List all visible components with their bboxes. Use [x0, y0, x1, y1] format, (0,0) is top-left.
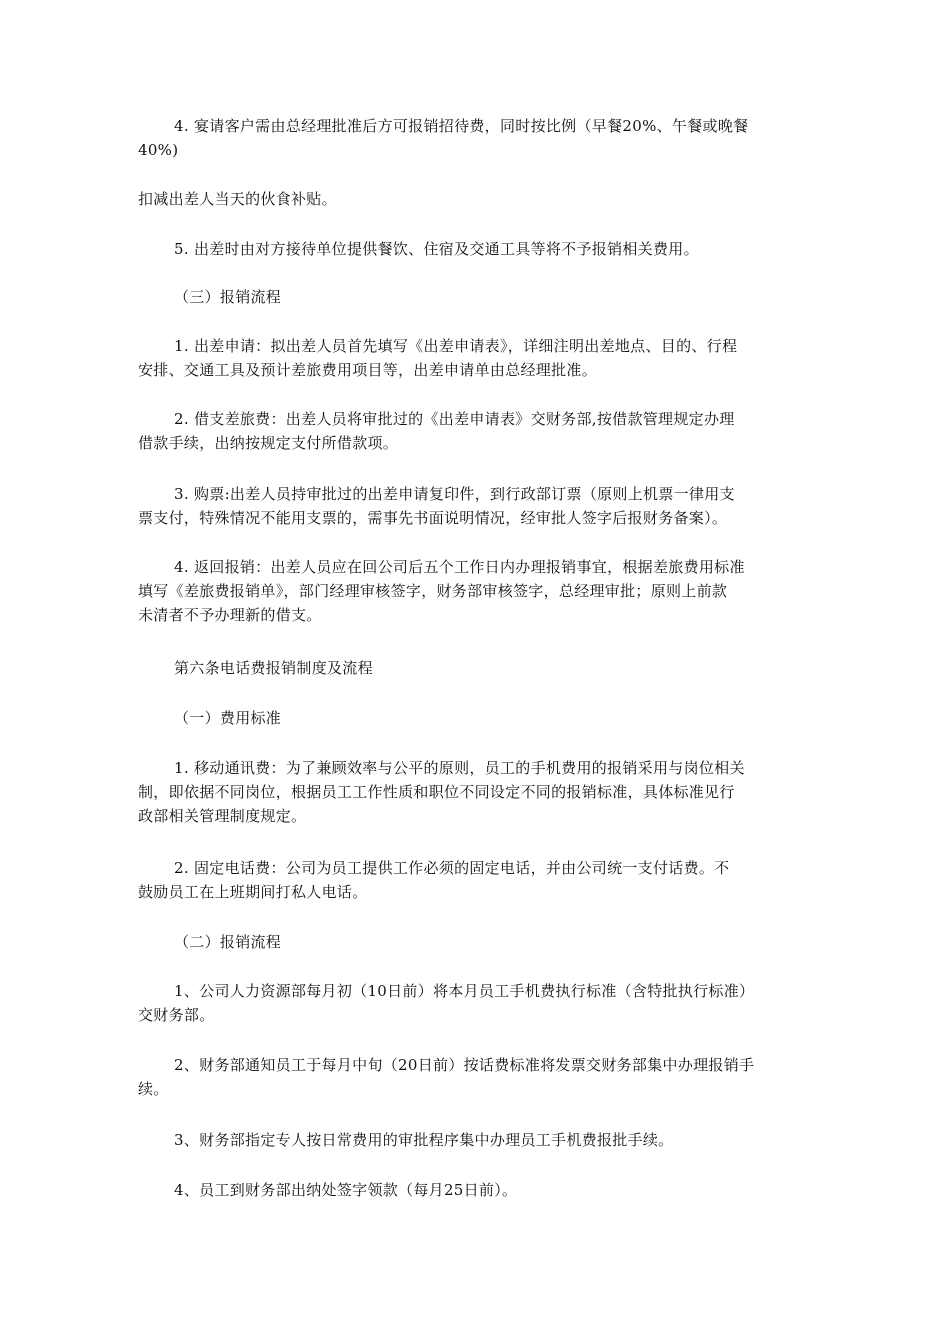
text-line: 填写《差旅费报销单》，部门经理审核签字，财务部审核签字，总经理审批；原则上前款 [138, 582, 728, 600]
paragraph-banquet-rule [138, 114, 814, 162]
text-line: 4. 返回报销：出差人员应在回公司后五个工作日内办理报销事宜，根据差旅费用标准 [174, 558, 745, 576]
text-line: 1、公司人力资源部每月初（10日前）将本月员工手机费执行标准（含特批执行标准） [174, 982, 755, 1000]
text-line: 4、员工到财务部出纳处签字领款（每月25日前）。 [174, 1181, 518, 1199]
text-line: 1. 移动通讯费：为了兼顾效率与公平的原则，员工的手机费用的报销采用与岗位相关 [174, 759, 745, 777]
text-line: 3、财务部指定专人按日常费用的审批程序集中办理员工手机费报批手续。 [174, 1131, 674, 1149]
text-line: 制，即依据不同岗位，根据员工工作性质和职位不同设定不同的报销标准，具体标准见行 [138, 783, 735, 801]
paragraph-payout [138, 1178, 814, 1202]
text-line: 40%) [138, 141, 179, 159]
paragraph-finance-approval [138, 1128, 814, 1152]
paragraph-mobile-expense [138, 756, 814, 828]
text-line: 2. 借支差旅费：出差人员将审批过的《出差申请表》交财务部,按借款管理规定办理 [174, 410, 735, 428]
text-line: （三）报销流程 [174, 288, 282, 306]
text-line: 扣减出差人当天的伙食补贴。 [138, 190, 337, 208]
text-line: （二）报销流程 [174, 933, 282, 951]
paragraph-ticket-purchase [138, 482, 814, 530]
text-line: 鼓励员工在上班期间打私人电话。 [138, 883, 368, 901]
text-line: 1. 出差申请：拟出差人员首先填写《出差申请表》，详细注明出差地点、目的、行程 [174, 337, 738, 355]
paragraph-finance-notice [138, 1053, 814, 1101]
text-line: 第六条电话费报销制度及流程 [174, 659, 373, 677]
article-heading-phone-expense [138, 656, 814, 680]
text-line: 政部相关管理制度规定。 [138, 807, 307, 825]
paragraph-travel-advance [138, 407, 814, 455]
text-line: 借款手续，出纳按规定支付所借款项。 [138, 434, 399, 452]
text-line: （一）费用标准 [174, 709, 282, 727]
section-heading-expense-standard [138, 706, 814, 730]
paragraph-meal-deduction [138, 187, 814, 211]
paragraph-return-reimbursement [138, 555, 814, 627]
text-line: 票支付，特殊情况不能用支票的，需事先书面说明情况，经审批人签字后报财务备案）。 [138, 509, 728, 527]
text-line: 3. 购票:出差人员持审批过的出差申请复印件，到行政部订票（原则上机票一律用支 [174, 485, 735, 503]
paragraph-hr-standard [138, 979, 814, 1027]
section-heading-reimbursement-process [138, 285, 814, 309]
text-line: 交财务部。 [138, 1006, 215, 1024]
section-heading-process [138, 930, 814, 954]
text-line: 安排、交通工具及预计差旅费用项目等，出差申请单由总经理批准。 [138, 361, 598, 379]
paragraph-travel-application [138, 334, 814, 382]
paragraph-landline-expense [138, 856, 814, 904]
text-line: 2、财务部通知员工于每月中旬（20日前）按话费标准将发票交财务部集中办理报销手 [174, 1056, 755, 1074]
text-line: 5. 出差时由对方接待单位提供餐饮、住宿及交通工具等将不予报销相关费用。 [174, 240, 699, 258]
text-line: 未清者不予办理新的借支。 [138, 606, 322, 624]
paragraph-host-provided [138, 237, 814, 261]
text-line: 4. 宴请客户需由总经理批准后方可报销招待费，同时按比例（早餐20%、午餐或晚餐 [174, 117, 749, 135]
text-line: 续。 [138, 1080, 169, 1098]
text-line: 2. 固定电话费：公司为员工提供工作必须的固定电话，并由公司统一支付话费。不 [174, 859, 730, 877]
